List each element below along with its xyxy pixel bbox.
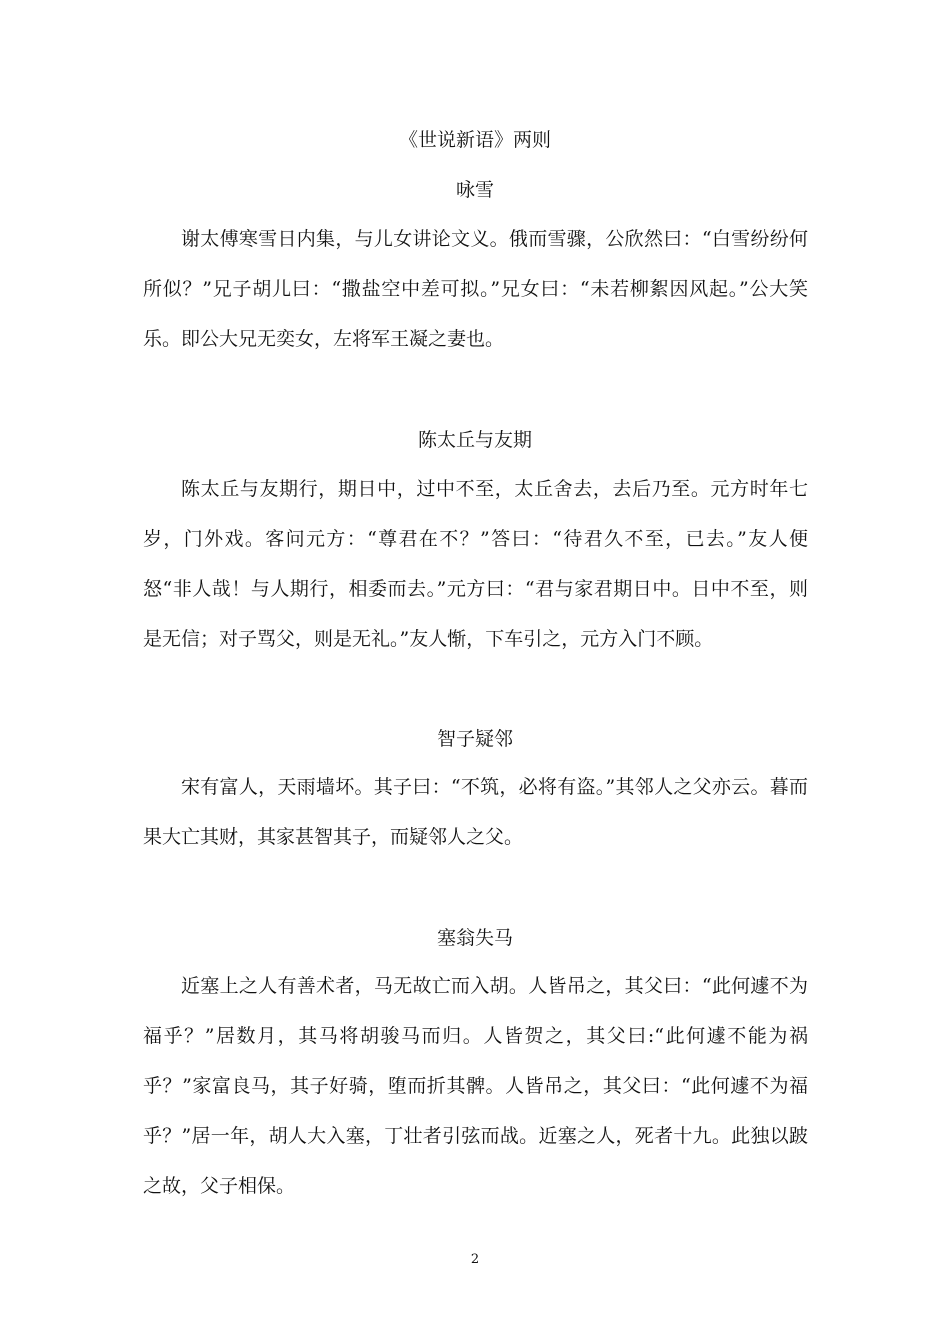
section-heading-saiwengshima: 塞翁失马	[436, 927, 513, 949]
section-heading-zhiziyilin: 智子疑邻	[436, 728, 513, 750]
section-body-chentaiqiu: 陈太丘与友期行，期日中，过中不至，太丘舍去，去后乃至。元方时年七岁，门外戏。客问元方：“尊君在不？”答曰：“待君久不至，已去。”友人便怒“非人哉！与人期行，相委而去。”元方曰：“君与家君期日中。日中不至，则是无信；对子骂父，则是无礼。”友人惭，下车引之，元方入门不顾。	[143, 478, 808, 650]
section-body-saiwengshima: 近塞上之人有善术者，马无故亡而入胡。人皆吊之，其父曰：“此何遽不为福乎？”居数月，其马将胡骏马而归。人皆贺之，其父曰:“此何遽不能为祸乎？”家富良马，其子好骑，堕而折其髀。人皆吊之，其父曰：“此何遽不为福乎？”居一年，胡人大入塞，丁壮者引弦而战。近塞之人，死者十九。此独以跛之故，父子相保。	[143, 975, 808, 1197]
section-body-yongxue: 谢太傅寒雪日内集，与儿女讲论文义。俄而雪骤，公欣然曰：“白雪纷纷何所似？”兄子胡儿曰：“撒盐空中差可拟。”兄女曰：“未若柳絮因风起。”公大笑乐。即公大兄无奕女，左将军王凝之妻也。	[143, 228, 808, 350]
section-heading-chentaiqiu: 陈太丘与友期	[417, 429, 532, 451]
main-title: 《世说新语》两则	[398, 129, 551, 151]
section-body-zhiziyilin: 宋有富人，天雨墙坏。其子曰：“不筑，必将有盗。”其邻人之父亦云。暮而果大亡其财，其家甚智其子，而疑邻人之父。	[143, 776, 808, 848]
section-heading-yongxue: 咏雪	[455, 179, 494, 201]
page-number: 2	[470, 1252, 480, 1267]
